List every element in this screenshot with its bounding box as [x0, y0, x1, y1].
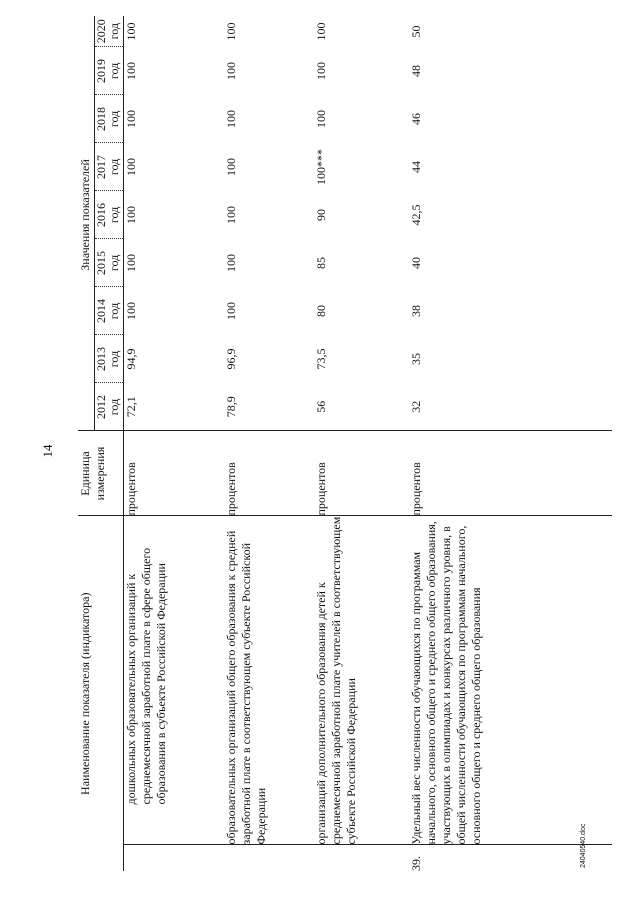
- table-row: [224, 16, 314, 871]
- row-value: 100: [223, 109, 238, 128]
- header-year-2012: 2012 год: [95, 383, 124, 431]
- header-unit: Единица измерения: [78, 431, 124, 516]
- row-value: 100: [223, 253, 238, 272]
- table-row: [124, 16, 224, 871]
- row-value: 35: [408, 353, 423, 365]
- row-number: [124, 845, 224, 871]
- row-value: 100: [223, 301, 238, 320]
- row-value: 100: [223, 22, 238, 41]
- row-indicator-name: образовательных организаций общего образования к средней заработной плате в соответствующем субъекте Российской Федерации: [224, 516, 314, 845]
- row-unit: процентов: [409, 431, 613, 516]
- row-value: 100: [124, 301, 138, 320]
- row-value: 40: [408, 256, 423, 269]
- header-year-2018: 2018 год: [95, 95, 124, 143]
- row-value: 100***: [313, 148, 328, 185]
- page-number: 14: [40, 444, 55, 458]
- row-value: 100: [223, 157, 238, 176]
- header-year-2014: 2014 год: [95, 287, 124, 335]
- row-value: 78,9: [223, 396, 238, 418]
- row-number: [314, 845, 409, 871]
- row-value: 100: [223, 61, 238, 80]
- header-values-group: Значения показателей: [78, 143, 95, 287]
- row-number: [224, 845, 314, 871]
- row-unit: процентов: [314, 431, 409, 516]
- row-value: 80: [313, 304, 328, 317]
- rotated-table-container: [78, 16, 612, 871]
- row-indicator-name: организаций дополнительного образования детей к среднемесячной заработной плате учителей в соответствующем субъекте Российской Федерации: [314, 516, 409, 845]
- row-value: 94,9: [124, 348, 138, 370]
- row-unit: процентов: [224, 431, 314, 516]
- table-row: [409, 16, 613, 871]
- row-value: 73,5: [313, 348, 328, 370]
- header-year-2013: 2013 год: [95, 335, 124, 383]
- row-value: 48: [408, 64, 423, 77]
- row-value: 38: [408, 304, 423, 317]
- header-year-2019: 2019 год: [95, 47, 124, 95]
- header-indicator-name: Наименование показателя (индикатора): [78, 516, 124, 871]
- document-file-code: 24040540.doc: [580, 823, 587, 868]
- row-indicator-name: дошкольных образовательных организаций к среднемесячной заработной плате в сфере общего образования в субъекте Российской Федерации: [124, 516, 224, 845]
- table-row: [314, 16, 409, 871]
- row-value: 100: [223, 205, 238, 224]
- row-value: 100: [124, 22, 138, 41]
- indicator-table: [78, 16, 612, 871]
- row-value: 56: [313, 400, 328, 413]
- row-value: 100: [313, 22, 328, 41]
- row-value: 100: [124, 253, 138, 272]
- header-year-2015: 2015 год: [95, 239, 124, 287]
- row-value: 100: [124, 61, 138, 80]
- header-year-2020: 2020 год: [95, 16, 124, 47]
- row-value: 100: [124, 157, 138, 176]
- row-value: 96,9: [223, 348, 238, 370]
- row-value: 44: [408, 160, 423, 173]
- header-year-2016: 2016 год: [95, 191, 124, 239]
- row-value: 32: [408, 400, 423, 413]
- row-value: 90: [313, 208, 328, 221]
- row-value: 46: [408, 112, 423, 125]
- row-value: 100: [124, 109, 138, 128]
- row-unit: процентов: [124, 431, 224, 516]
- row-value: 42,5: [408, 204, 423, 226]
- row-value: 72,1: [124, 396, 138, 418]
- header-year-2017: 2017 год: [95, 143, 124, 191]
- row-value: 85: [313, 256, 328, 269]
- row-number: 39.: [409, 845, 613, 871]
- row-value: 100: [124, 205, 138, 224]
- row-value: 50: [408, 25, 423, 38]
- row-value: 100: [313, 109, 328, 128]
- row-indicator-name: Удельный вес численности обучающихся по программам начального, основного общего и среднего общего образования, участвующих в олимпиадах и конкурсах различного уровня, в общей численности обучающихся по программам начального, основного общего и среднего общего образования: [409, 516, 613, 845]
- row-value: 100: [313, 61, 328, 80]
